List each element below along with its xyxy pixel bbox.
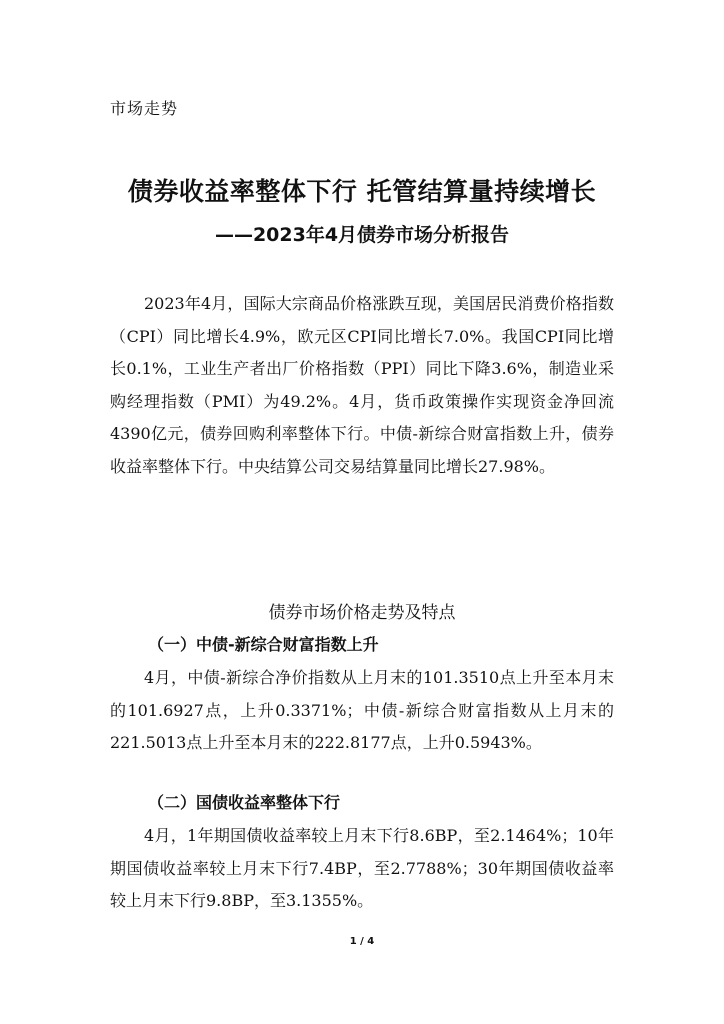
page-number: 1 / 4 [349, 936, 375, 947]
subsection-paragraph-yield: 4月，1年期国债收益率较上月末下行8.6BP，至2.1464%；10年期国债收益率较上月末下行7.4BP，至2.7788%；30年期国债收益率较上月末下行9.8BP，至3.1355%。 [110, 826, 614, 910]
subsection-paragraph-index: 4月，中债-新综合净价指数从上月末的101.3510点上升至本月末的101.6927点，上升0.3371%；中债-新综合财富指数从上月末的221.5013点上升至本月末的222.8177点，上升0.5943%。 [110, 668, 614, 752]
category-label: 市场走势 [110, 99, 179, 118]
subsection-heading-yield: （二）国债收益率整体下行 [148, 793, 341, 812]
section-title: 债券市场价格走势及特点 [268, 603, 456, 623]
report-title: 债券收益率整体下行 托管结算量持续增长 [127, 177, 597, 206]
summary-paragraph: 2023年4月，国际大宗商品价格涨跌互现，美国居民消费价格指数（CPI）同比增长4.9%，欧元区CPI同比增长7.0%。我国CPI同比增长0.1%，工业生产者出厂价格指数（PPI）同比下降3.6%，制造业采购经理指数（PMI）为49.2%。4月，货币政策操作实现资金净回流4390亿元，债券回购利率整体下行。中债-新综合财富指数上升，债券收益率整体下行。中央结算公司交易结算量同比增长27.98%。 [110, 294, 614, 476]
subsection-heading-index: （一）中债-新综合财富指数上升 [148, 635, 379, 654]
report-subtitle: ——2023年4月债券市场分析报告 [214, 224, 510, 246]
